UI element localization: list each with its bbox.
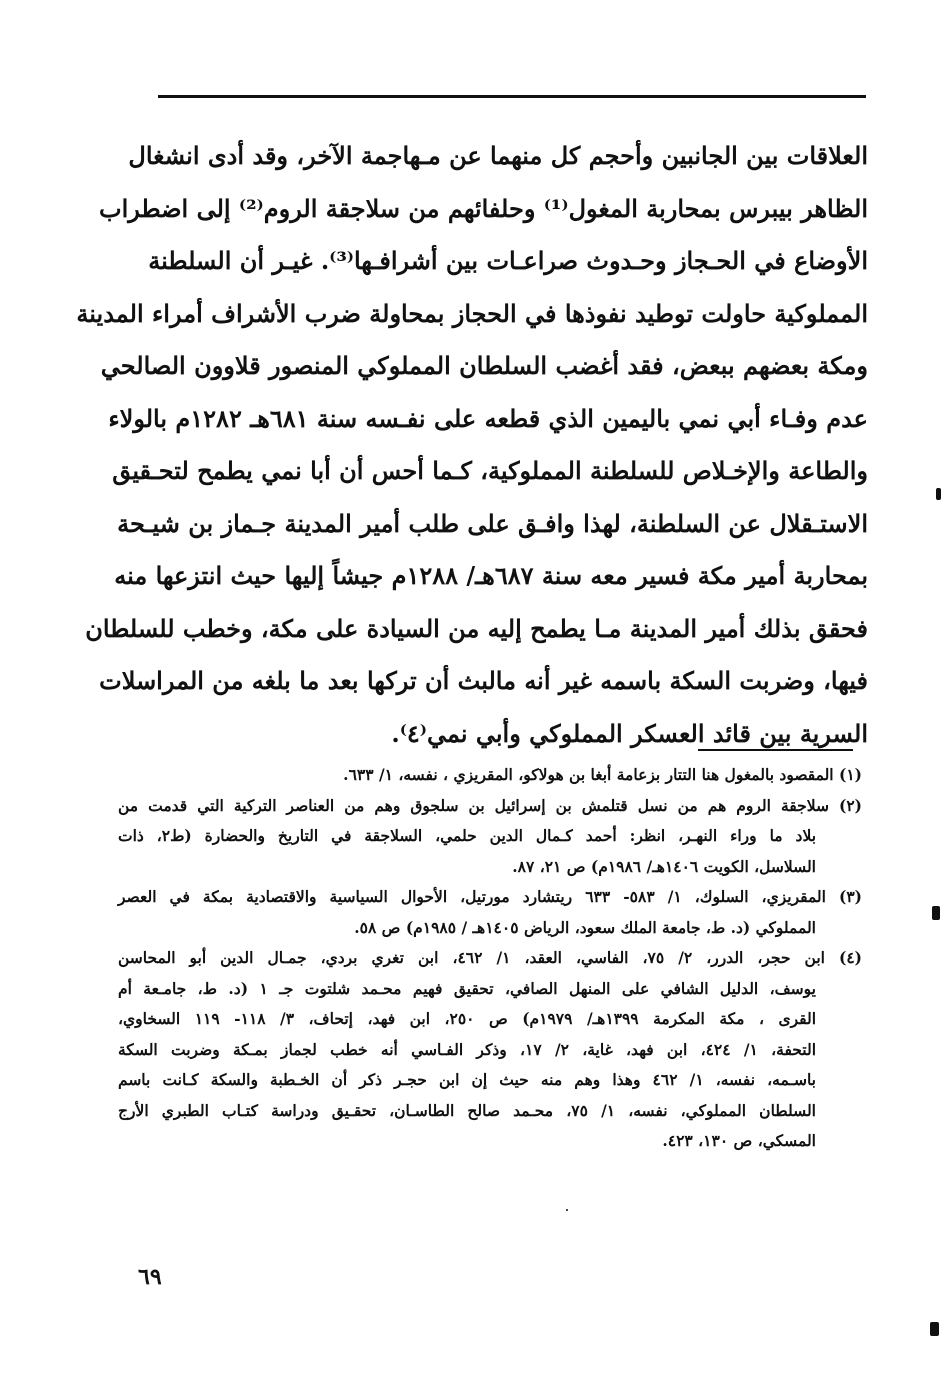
scan-speck	[932, 906, 940, 920]
body-line: الاستـقلال عن السلطنة، لهذا وافـق على طلب أمير المدينة جـماز بن شيـحة	[117, 508, 868, 538]
footnote-line: التحفة، ١/ ٤٢٤، ابن فهد، غاية، ٢/ ١٧، وذكر الفـاسي أنه خطب لجماز بمـكة وضربت السكة	[118, 1039, 816, 1059]
footnote-line: باسـمه، نفسه، ١/ ٤٦٢ وهذا وهم منه حيث إن ابن حجـر ذكر أن الخـطبة والسكة كـانت باسم	[118, 1070, 816, 1089]
footnote-line: (٣) المقريزي، السلوك، ١/ ٥٨٣- ٦٣٣ ريتشارد مورتيل، الأحوال السياسية والاقتصادية بمكة في العصر	[118, 887, 862, 906]
footnote-line: يوسف، الدليل الشافي على المنهل الصافي، تحقيق فهيم محـمد شلتوت جـ ١ (د. ط، جامـعة أم	[118, 978, 816, 998]
body-line: عدم وفـاء أبي نمي باليمين الذي قطعه على نفـسه سنة ٦٨١هـ ١٢٨٢م بالولاء	[108, 403, 868, 433]
footnote-line: السلاسل، الكويت ١٤٠٦هـ/ ١٩٨٦م) ص ٢١، ٨٧.	[512, 856, 816, 876]
body-line: ومكة بعضهم ببعض، فقد أغضب السلطان المملوكي المنصور قلاوون الصالحي	[100, 351, 868, 380]
body-line: فحقق بذلك أمير المدينة مـا يطمح إليه من السيادة على مكة، وخطب للسلطان	[85, 613, 868, 643]
header-rule	[158, 95, 866, 98]
body-line: الظاهر بيبرس بمحاربة المغول⁽¹⁾ وحلفائهم من سلاجقة الروم⁽²⁾ إلى اضطراب	[98, 193, 868, 223]
body-line: بمحاربة أمير مكة فسير معه سنة ٦٨٧هـ/ ١٢٨٨م جيشاً إليها حيث انتزعها منه	[114, 561, 868, 590]
body-line: العلاقات بين الجانبين وأحجم كل منهما عن مـهاجمة الآخر، وقد أدى انشغال	[128, 141, 868, 170]
footnote-line: بلاد ما وراء النهـر، انظر: أحمد كـمال الدين حلمي، السلاجقة في التاريخ والحضارة (ط٢، ذات	[118, 826, 817, 845]
body-line: فيها، وضربت السكة باسمه غير أنه مالبث أن تركها بعد ما بلغه من المراسلات	[99, 666, 868, 695]
footnote-line: (٤) ابن حجر، الدرر، ٢/ ٧٥، الفاسي، العقد، ١/ ٤٦٢، ابن تغري بردي، جمـال الدين أبو المحاسن	[118, 948, 862, 967]
footnote-line: المسكي، ص ١٣٠، ٤٢٣.	[662, 1131, 816, 1150]
body-line: السرية بين قائد العسكر المملوكي وأبي نمي⁽٤⁾.	[391, 718, 868, 748]
footnote-separator	[698, 749, 853, 751]
body-line: والطاعة والإخـلاص للسلطنة المملوكية، كـما أحس أن أبا نمي يطمح لتحـقيق	[112, 456, 868, 485]
scan-speck	[936, 488, 941, 500]
footnote-line: (١) المقصود بالمغول هنا التتار بزعامة أبغا بن هولاكو، المقريزي ، نفسه، ١/ ٦٣٣.	[343, 765, 862, 784]
footnotes	[118, 760, 862, 1157]
page-number: ٦٩	[138, 1264, 162, 1290]
body-line: المملوكية حاولت توطيد نفوذها في الحجاز بمحاولة ضرب الأشراف أمراء المدينة	[76, 298, 868, 328]
footnote-line: القرى ، مكة المكرمة ١٣٩٩هـ/ ١٩٧٩م) ص ٢٥٠، ابن فهد، إتحاف، ٣/ ١١٨- ١١٩ السخاوي،	[118, 1009, 817, 1028]
footnote-line: المملوكي (د. ط، جامعة الملك سعود، الرياض ١٤٠٥هـ / ١٩٨٥م) ص ٥٨.	[354, 917, 816, 937]
body-line: الأوضاع في الحـجاز وحـدوث صراعـات بين أشرافـها⁽³⁾. غيـر أن السلطنة	[148, 246, 868, 275]
footnote-line: السلطان المملوكي، نفسه، ١/ ٧٥، محـمد صالح الطاسـان، تحقـيق ودراسة كتـاب الطبري الأرج	[118, 1100, 816, 1120]
scan-speck	[566, 1209, 568, 1211]
footnote-line: (٢) سلاجقة الروم هم من نسل قتلمش بن إسرائيل بن سلجوق وهم من العناصر التركية التي قدمت من	[118, 795, 862, 815]
main-text	[76, 130, 868, 760]
scan-speck	[930, 1322, 939, 1336]
